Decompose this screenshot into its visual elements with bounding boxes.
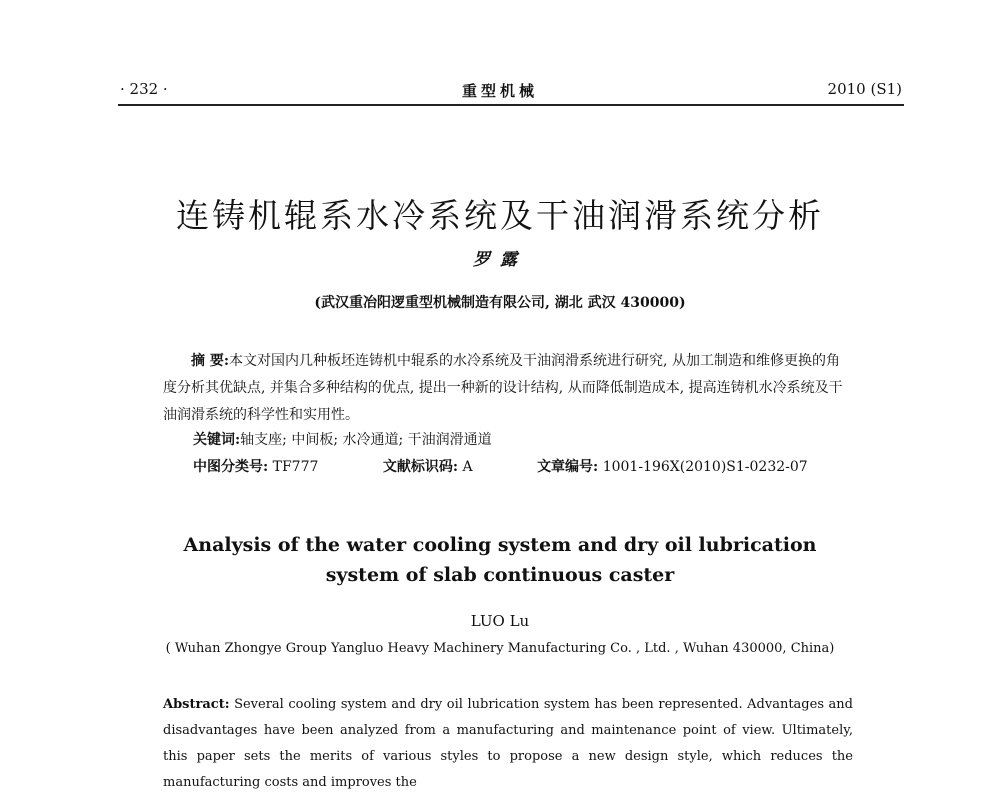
page-number: · 232 · <box>120 80 168 98</box>
keywords-chinese <box>193 429 492 449</box>
abstract-english-text: Several cooling system and dry oil lubrication system has been represented. Advantages and disadvantages have been analyzed from a manufacturing and maintenance point of view. Ultimately, this paper sets the merits of various styles to propose a new design style, which reduces the manufacturing costs and improves the <box>163 697 853 790</box>
abstract-chinese-label: 摘 要: <box>191 353 230 369</box>
keywords-text: 轴支座; 中间板; 水冷通道; 干油润滑通道 <box>240 432 492 448</box>
header-divider <box>118 104 904 106</box>
title-english <box>0 530 1000 590</box>
author-chinese: 罗露 <box>473 250 527 270</box>
clc-value: TF777 <box>272 459 319 475</box>
abstract-chinese <box>163 348 853 429</box>
affiliation-english: ( Wuhan Zhongye Group Yangluo Heavy Machinery Manufacturing Co. , Ltd. , Wuhan 430000, China) <box>165 641 835 656</box>
doc-code-label: 文献标识码: <box>382 459 459 475</box>
article-number-label: 文章编号: <box>537 459 599 475</box>
title-english-line2: system of slab continuous caster <box>325 564 675 586</box>
title-english-line1: Analysis of the water cooling system and dry oil lubrication <box>183 534 817 556</box>
clc-label: 中图分类号: <box>193 459 269 475</box>
journal-name: 重型机械 <box>461 82 538 100</box>
author-english: LUO Lu <box>470 612 530 630</box>
doc-code-value: A <box>462 459 473 475</box>
affiliation-chinese: (武汉重冶阳逻重型机械制造有限公司, 湖北 武汉 430000) <box>314 295 686 311</box>
abstract-english <box>163 692 853 796</box>
abstract-chinese-text: 本文对国内几种板坯连铸机中辊系的水冷系统及干油润滑系统进行研究, 从加工制造和维修更换的角度分析其优缺点, 并集合多种结构的优点, 提出一种新的设计结构, 从而降低制造成本, 提高连铸机水冷系统及干油润滑系统的科学性和实用性。 <box>163 353 843 423</box>
keywords-label: 关键词: <box>193 432 241 448</box>
article-number-value: 1001-196X(2010)S1-0232-07 <box>602 459 808 475</box>
title-chinese: 连铸机辊系水冷系统及干油润滑系统分析 <box>176 196 824 236</box>
abstract-english-label: Abstract: <box>163 697 230 712</box>
classification-row <box>193 456 868 476</box>
issue-label: 2010 (S1) <box>827 80 902 98</box>
